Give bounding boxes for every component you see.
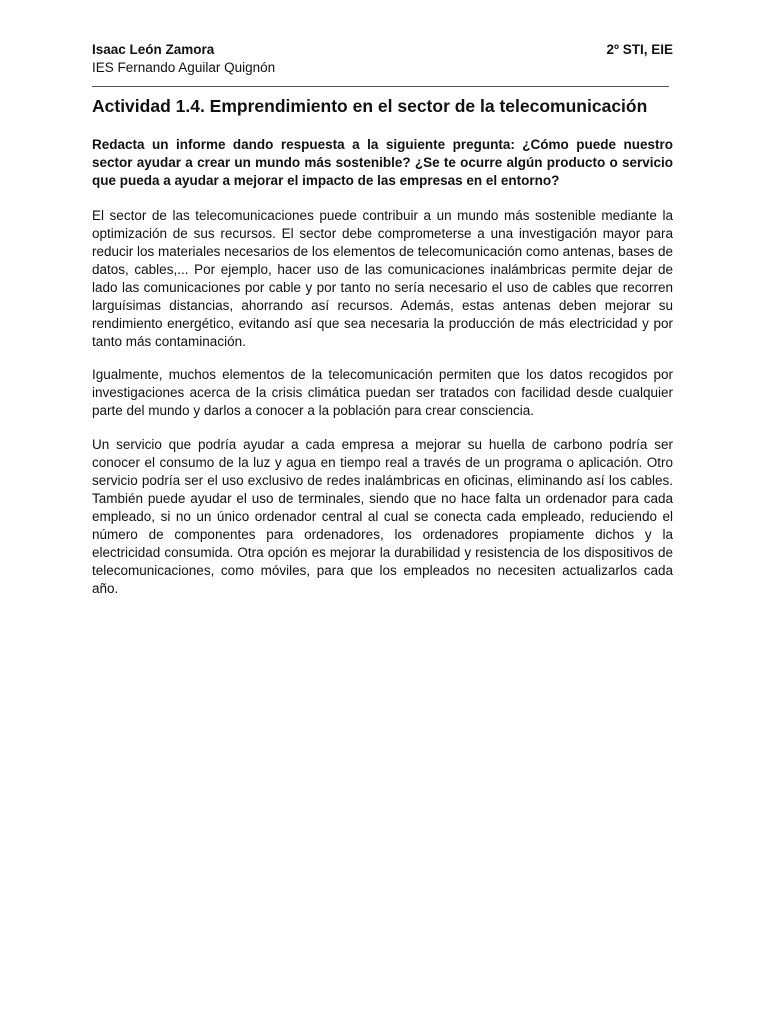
header-row — [92, 41, 673, 59]
assignment-prompt: Redacta un informe dando respuesta a la siguiente pregunta: ¿Cómo puede nuestro sector ayudar a crear un mundo más sostenible? ¿Se te ocurre algún producto o servicio que pueda a ayudar a mejorar el impacto de las empresas en el entorno? — [92, 137, 673, 188]
header-divider — [92, 86, 669, 87]
document-title: Actividad 1.4. Emprendimiento en el sector de la telecomunicación — [92, 96, 648, 116]
author-name: Isaac León Zamora — [92, 42, 215, 57]
page-header — [92, 41, 673, 77]
body-paragraph: El sector de las telecomunicaciones puede contribuir a un mundo más sostenible mediante la optimización de sus recursos. El sector debe comprometerse a una investigación mayor para reducir los materiales necesarios de los elementos de telecomunicación como antenas, bases de datos, cables,... Por ejemplo, hacer uso de las comunicaciones inalámbricas permite dejar de lado las comunicaciones por cable y por tanto no sería necesario el uso de cables que recorren larguísimas distancias, ahorrando así recursos. Además, estas antenas deben mejorar su rendimiento energético, evitando así que sea necesaria la producción de más electricidad y por tanto más contaminación. — [92, 208, 673, 349]
school-name: IES Fernando Aguilar Quignón — [92, 60, 276, 75]
course-label: 2º STI, EIE — [606, 42, 673, 57]
body-paragraph: Un servicio que podría ayudar a cada empresa a mejorar su huella de carbono podría ser conocer el consumo de la luz y agua en tiempo real a través de un programa o aplicación. Otro servicio podría ser el uso exclusivo de redes inalámbricas en oficinas, eliminando así los cables. También puede ayudar el uso de terminales, siendo que no hace falta un ordenador para cada empleado, si no un único ordenador central al cual se conecta cada empleado, reduciendo el número de componentes para ordenadores, los ordenadores propiamente dichos y la electricidad consumida. Otra opción es mejorar la durabilidad y resistencia de los dispositivos de telecomunicaciones, como móviles, para que los empleados no necesiten actualizarlos cada año. — [92, 437, 673, 596]
body-paragraph: Igualmente, muchos elementos de la telecomunicación permiten que los datos recogidos por investigaciones acerca de la crisis climática puedan ser tratados con facilidad desde cualquier parte del mundo y darlos a conocer a la población para crear consciencia. — [92, 367, 673, 418]
